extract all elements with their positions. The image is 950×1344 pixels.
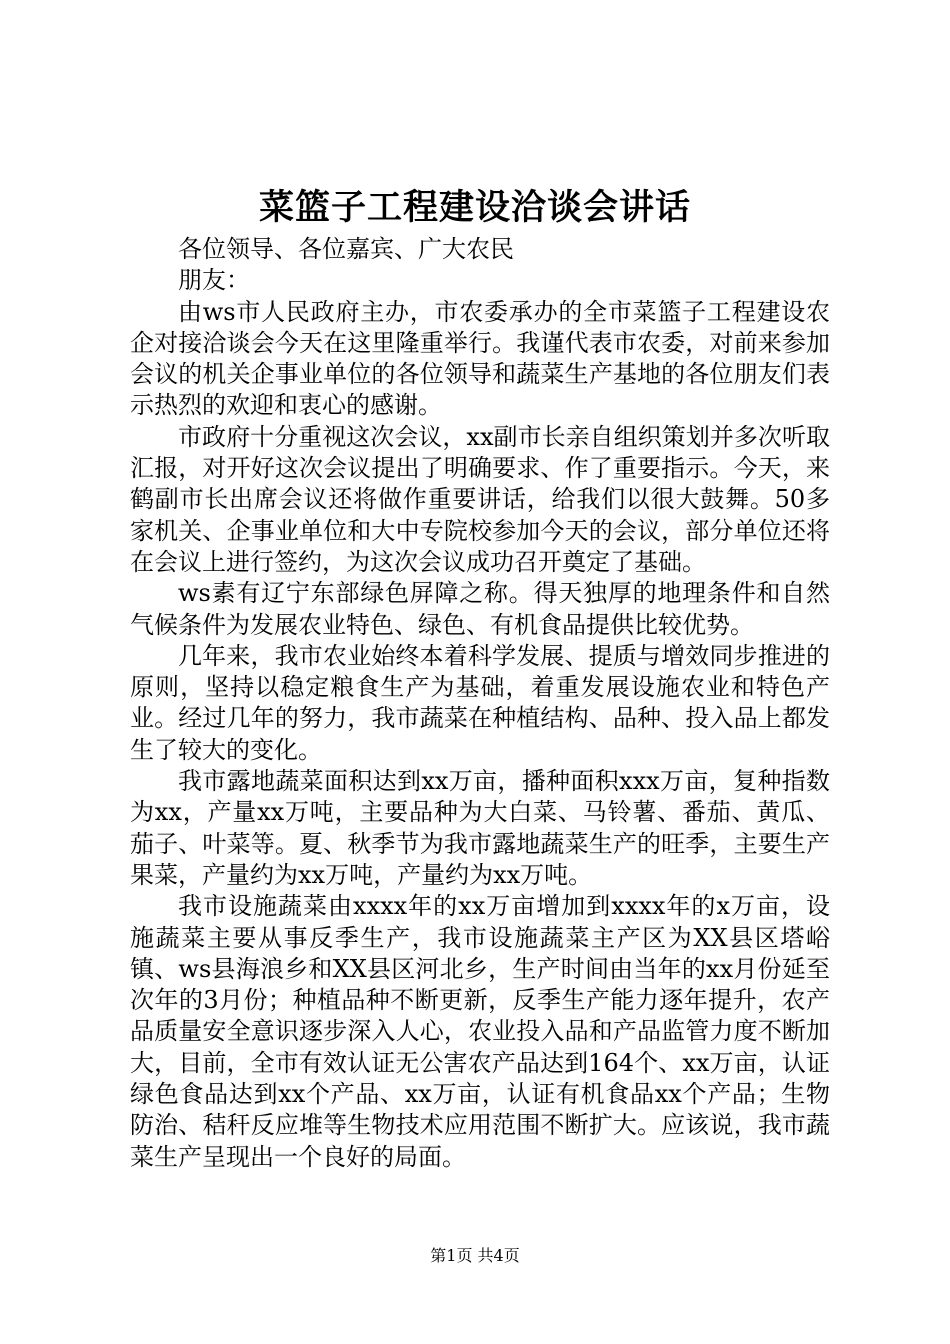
- paragraph: ws素有辽宁东部绿色屏障之称。得天独厚的地理条件和自然气候条件为发展农业特色、绿色、有机食品提供比较优势。: [130, 579, 830, 639]
- paragraph: 我市露地蔬菜面积达到xx万亩，播种面积xxx万亩，复种指数为xx，产量xx万吨，主要品种为大白菜、马铃薯、番茄、黄瓜、茄子、叶菜等。夏、秋季节为我市露地蔬菜生产的旺季，主要生产果菜，产量约为xx万吨，产量约为xx万吨。: [130, 767, 830, 889]
- paragraph: 市政府十分重视这次会议，xx副市长亲自组织策划并多次听取汇报，对开好这次会议提出了明确要求、作了重要指示。今天，来鹤副市长出席会议还将做作重要讲话，给我们以很大鼓舞。50多家机关、企事业单位和大中专院校参加今天的会议，部分单位还将在会议上进行签约，为这次会议成功召开奠定了基础。: [130, 422, 830, 576]
- document-title: 菜篮子工程建设洽谈会讲话: [258, 187, 691, 228]
- paragraph: 我市设施蔬菜由xxxx年的xx万亩增加到xxxx年的x万亩，设施蔬菜主要从事反季生产，我市设施蔬菜主产区为XX县区塔峪镇、ws县海浪乡和XX县区河北乡，生产时间由当年的xx月份延至次年的3月份；种植品种不断更新，反季生产能力逐年提升，农产品质量安全意识逐步深入人心，农业投入品和产品监管力度不断加大，目前，全市有效认证无公害农产品达到164个、xx万亩，认证绿色食品达到xx个产品、xx万亩，认证有机食品xx个产品；生物防治、秸秆反应堆等生物技术应用范围不断扩大。应该说，我市蔬菜生产呈现出一个良好的局面。: [130, 892, 830, 1171]
- paragraph: 几年来，我市农业始终本着科学发展、提质与增效同步推进的原则，坚持以稳定粮食生产为基础，着重发展设施农业和特色产业。经过几年的努力，我市蔬菜在种植结构、品种、投入品上都发生了较大的变化。: [130, 641, 830, 764]
- salutation-line-2: 朋友：: [178, 266, 250, 295]
- salutation-line-1: 各位领导、各位嘉宾、广大农民: [178, 235, 514, 263]
- page-footer: 第1页 共4页: [430, 1246, 520, 1265]
- paragraph: 由ws市人民政府主办，市农委承办的全市菜篮子工程建设农企对接洽谈会今天在这里隆重举行。我谨代表市农委，对前来参加会议的机关企事业单位的各位领导和蔬菜生产基地的各位朋友们表示热烈的欢迎和衷心的感谢。: [130, 297, 830, 420]
- document-body: [130, 234, 830, 1173]
